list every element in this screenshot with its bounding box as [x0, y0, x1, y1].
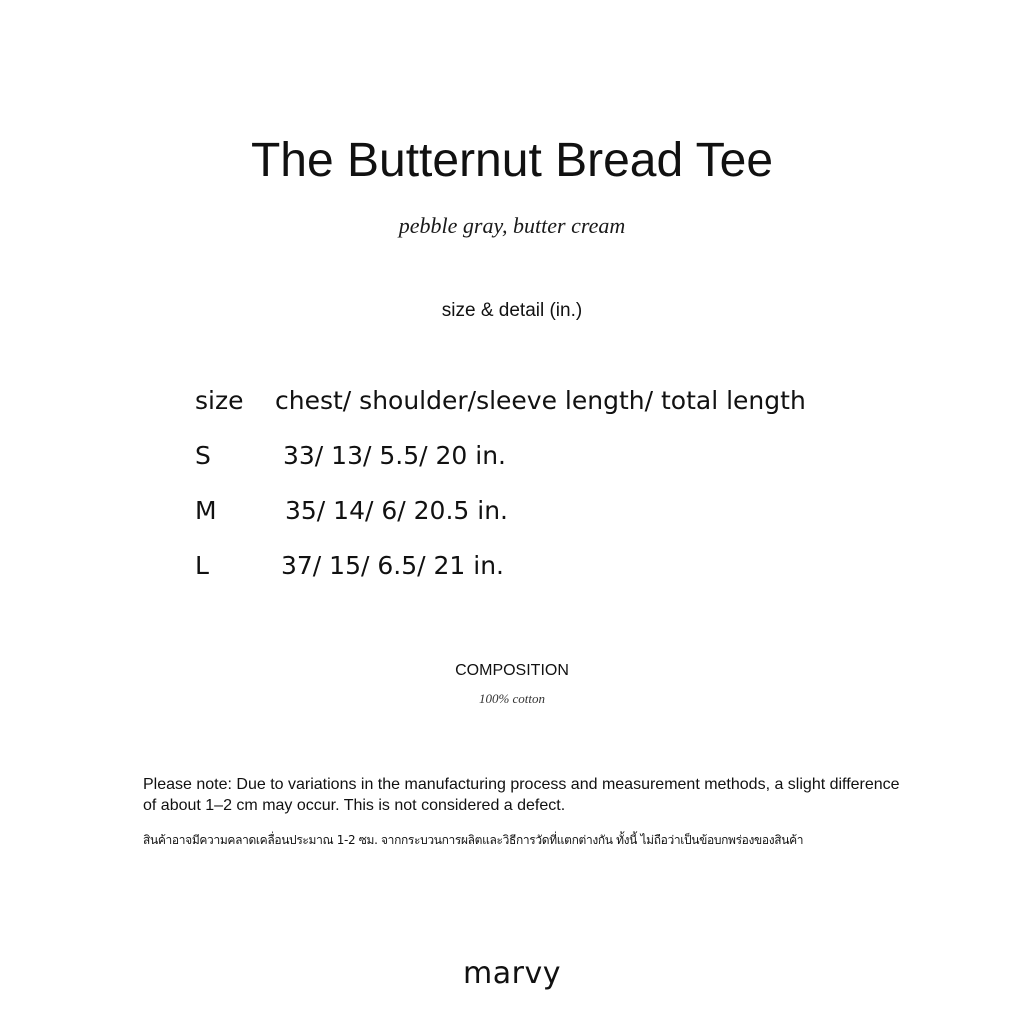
size-chart: [195, 384, 975, 604]
size-measurements: 35/ 14/ 6/ 20.5 in.: [285, 496, 508, 525]
brand-name: marvy: [463, 956, 561, 991]
size-measurements: 33/ 13/ 5.5/ 20 in.: [283, 441, 506, 470]
size-label: M: [195, 496, 217, 525]
size-detail-heading: size & detail (in.): [441, 300, 583, 321]
size-chart-header-row: [195, 384, 975, 439]
measurements-column-header: chest/ shoulder/sleeve length/ total length: [275, 386, 806, 415]
composition-heading: COMPOSITION: [455, 662, 569, 679]
note-english: Please note: Due to variations in the manufacturing process and measurement methods, a slight difference of about 1–2 cm may occur. This is not considered a defect.: [143, 776, 900, 814]
product-colors: pebble gray, butter cream: [398, 213, 626, 238]
product-title: The Butternut Bread Tee: [250, 134, 774, 187]
size-column-header: size: [195, 386, 244, 415]
size-label: S: [195, 441, 211, 470]
note-thai: สินค้าอาจมีความคลาดเคลื่อนประมาณ 1-2 ซม. จากกระบวนการผลิตและวิธีการวัดที่แตกต่างกัน ทั้งนี้ ไม่ถือว่าเป็นข้อบกพร่องของสินค้า: [143, 833, 804, 847]
size-row-s: [195, 439, 975, 494]
composition-value: 100% cotton: [478, 691, 546, 706]
size-row-l: [195, 549, 975, 604]
size-measurements: 37/ 15/ 6.5/ 21 in.: [281, 551, 504, 580]
size-row-m: [195, 494, 975, 549]
size-label: L: [195, 551, 209, 580]
